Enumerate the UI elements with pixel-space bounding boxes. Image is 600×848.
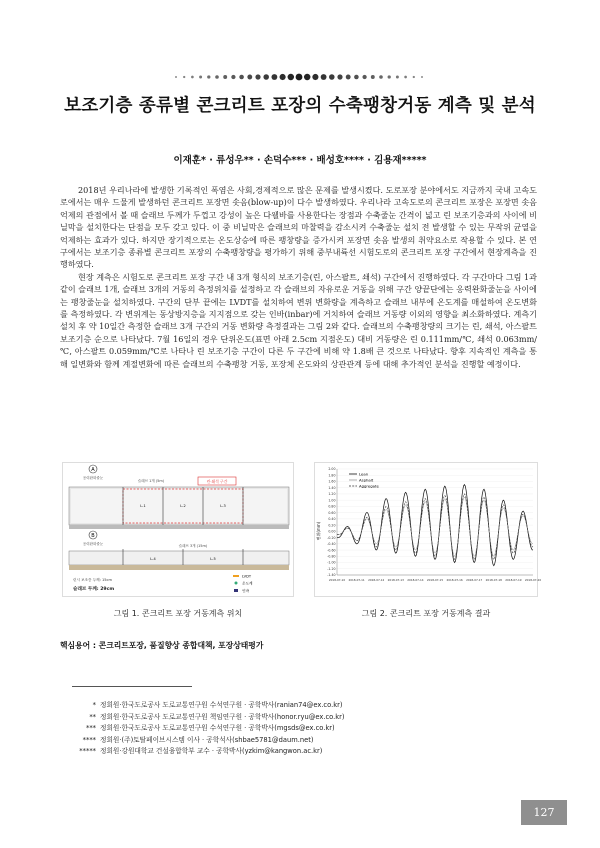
legend-lean: Lean [359, 471, 369, 477]
footnote-text: 정회원·한국도로공사 도로교통연구원 책임연구원 · 공학박사(honor.ryu@ex.co.kr) [100, 712, 345, 721]
x-tick-label: 2018-07-12 [368, 578, 385, 582]
x-tick-label: 2018-07-11 [348, 578, 365, 582]
figure-1-schematic [62, 462, 294, 597]
thickness-a-label: 슬래브 두께: 29cm [73, 587, 115, 592]
y-tick-label: 2.00 [328, 467, 336, 472]
decorative-dot [223, 75, 227, 79]
decorative-dot [247, 75, 252, 80]
legend-thermo: 온도계 [242, 581, 253, 586]
chart-legend [349, 472, 379, 489]
figure-2-svg [315, 463, 542, 598]
footnote-1 [60, 700, 540, 712]
figure-2-caption: 그림 2. 콘크리트 포장 거동계측 결과 [361, 609, 491, 618]
sensor-a-label: 응력완화줄눈 [82, 476, 104, 480]
legend-thermo-swatch [235, 582, 238, 585]
decorative-dot-row [0, 72, 600, 82]
y-tick-label: -0.40 [327, 542, 336, 547]
decorative-dot [199, 76, 202, 79]
decorative-dot [362, 75, 366, 79]
figure-1-caption: 그림 1. 콘크리트 포장 거동계측 위치 [113, 609, 243, 618]
y-tick-label: -0.60 [327, 548, 336, 553]
marker-b: B [91, 533, 95, 539]
decorative-dot [255, 74, 260, 79]
y-tick-label: -0.20 [327, 535, 336, 540]
legend-lvdt-swatch [233, 575, 239, 577]
footnote-text: 정회원·한국도로공사 도로교통연구원 수석연구원 · 공학박사(ranian74@ex.co.kr) [100, 701, 343, 709]
sub-a-label: 슬래브 1개 (5m) [137, 479, 165, 483]
footnote-2 [60, 712, 540, 724]
decorative-dot [371, 75, 375, 79]
decorative-dot [354, 75, 359, 80]
x-tick-label: 2018-07-13 [387, 578, 404, 582]
x-tick-label: 2018-07-16 [446, 578, 463, 582]
y-tick-label: 0.40 [328, 517, 336, 522]
footnote-4 [60, 735, 540, 747]
x-tick-label: 2018-07-19 [505, 578, 522, 582]
decorative-dot [329, 74, 335, 80]
body-paragraph-1: 2018년 우리나라에 발생한 기록적인 폭염은 사회,경제적으로 많은 문제를 발생시켰다. 도로포장 분야에서도 지금까지 국내 고속도로에서는 매우 드물게 발생하던 콘크리트 포장면 솟음(blow-up)이 다수 발생하였다. 우리나라 고속도로의 콘크리트 포장은 포장면 솟음 억제의 관점에서 볼 때 슬래브 두께가 두껍고 강성이 높은 다웰바를 사용한다는 장점과 수축줄눈 간격이 넓고 린 보조기층과의 사이에 비닐막을 설치한다는 단점을 모두 갖고 있다. 이 중 비닐막은 슬래브의 마찰력을 감소시켜 수축줄눈 설치 전 발생할 수 있는 무작위 균열을 억제하는 효과가 있다. 하지만 장기적으로는 온도상승에 따른 팽창량을 증가시켜 포장면 솟음 발생의 취약요소로 작용할 수 있다. 본 연구에서는 보조기층 종류별 콘크리트 포장의 수축팽창량을 평가하기 위해 중부내륙선 시험도로의 콘크리트 포장 구간에서 현장계측을 진행하였다. [60, 185, 537, 270]
x-tick-label: 2018-07-18 [485, 578, 502, 582]
y-tick-label: 1.00 [328, 498, 336, 503]
y-tick-label: -1.20 [327, 566, 336, 571]
page-number: 127 [521, 800, 567, 825]
keywords-line: 핵심용어 : 콘크리트포장, 품질향상 종합대책, 포장상태평가 [60, 641, 264, 650]
series-line-asphalt [337, 497, 533, 556]
footnote-text: 정회원·(주)토탈페이브시스템 이사 · 공학석사(shbae5781@daum.net) [100, 735, 314, 744]
decorative-dot [312, 74, 318, 80]
paper-title: 보조기층 종류별 콘크리트 포장의 수축팽창거동 계측 및 분석 [64, 96, 536, 116]
legend-asphalt: Asphalt [359, 477, 374, 483]
footnote-rule [72, 686, 192, 687]
slab-label-2: L-2 [180, 504, 186, 508]
subbase-strip-b [69, 565, 289, 570]
decorative-dot [379, 75, 383, 79]
decorative-dot [346, 75, 351, 80]
legend-inbar-swatch [234, 589, 238, 592]
subbase-strip-a [69, 525, 289, 529]
decorative-dot [239, 75, 244, 80]
footnote-mark: ***** [79, 747, 96, 756]
x-tick-labels [329, 578, 541, 582]
y-tick-label: 1.20 [328, 492, 336, 497]
slab-label-5: L-5 [210, 557, 216, 561]
x-tick-label: 2018-07-17 [466, 578, 483, 582]
y-tick-label: 0.00 [328, 529, 336, 534]
footnote-text: 정회원·한국도로공사 도로교통연구원 수석연구원 · 공학박사(mgsds@ex.co.kr) [100, 724, 335, 733]
thickness-b-label: 린시 보조층 두께: 15cm [73, 578, 112, 582]
decorative-dot [271, 74, 277, 80]
legend-inbar: 인바 [242, 589, 249, 593]
footnote-mark: * [92, 701, 96, 709]
decorative-dot [175, 76, 177, 78]
slab-label-3: L-3 [220, 504, 226, 508]
footnote-mark: ** [89, 712, 96, 721]
decorative-dot [231, 75, 235, 79]
footnote-text: 정회원·강원대학교 건설융합학부 교수 · 공학박사(yzkim@kangwon.ac.kr) [100, 747, 323, 756]
decorative-dot [304, 74, 310, 80]
slab-plan-a-inner [71, 489, 287, 523]
x-tick-label: 2018-07-15 [426, 578, 444, 582]
footnote-5 [60, 746, 540, 758]
decorative-dot [421, 76, 423, 78]
red-box-label: 린·쇄석 구간 [206, 479, 228, 484]
y-tick-label: 0.60 [328, 510, 336, 515]
footnote-3 [60, 723, 540, 735]
body-paragraph-2: 현장 계측은 시험도로 콘크리트 포장 구간 내 3개 형식의 보조기층(린, 아스팔트, 쇄석) 구간에서 진행하였다. 각 구간마다 그림 1과 같이 슬래브 1개, 슬래브 3개의 거동의 측정위치를 설정하고 각 슬래브의 자유로운 거동을 위해 구간 양끝단에는 응력완화줄눈을 사이에는 팽창줄눈을 설치하였다. 구간의 단부 끝에는 LVDT를 설치하여 변위 변화량을 계측하고 슬래브 내부에 온도계를 매설하여 온도변화를 측정하였다. 각 변위계는 동상방지층을 지지점으로 갖는 인바(inbar)에 거치하여 슬래브 거동량 이외의 영향을 최소화하였다. 계측기 설치 후 약 10일간 측정한 슬래브 3개 구간의 거동 변화량 측정결과는 그림 2와 같다. 슬래브의 수축팽창량의 크기는 린, 쇄석, 아스팔트 보조기층 순으로 나타났다. 7월 16일의 경우 단위온도(표면 아래 2.5cm 지점온도) 대비 거동량은 린 0.111mm/℃, 쇄석 0.063mm/℃, 아스팔트 0.059mm/℃로 나타나 린 보조기층 구간이 다른 두 구간에 비해 약 1.8배 큰 것으로 나타났다. 향후 지속적인 계측을 통해 일변화와 함께 계절변화에 따른 슬래브의 수축팽창 거동, 포장체 온도와의 상관관계 등에 대해 추가적인 분석을 진행할 예정이다. [60, 271, 538, 369]
y-tick-labels [327, 467, 335, 577]
legend-aggregate: Aggregate [359, 483, 379, 489]
figure-2-chart [314, 462, 542, 597]
footnote-mark: **** [82, 735, 96, 744]
decorative-dot [337, 74, 342, 79]
decorative-dot [263, 74, 269, 80]
marker-a: A [91, 467, 95, 473]
decorative-dot [404, 76, 407, 79]
slab-label-1: L-1 [140, 504, 146, 508]
slab-label-4: L-4 [150, 557, 156, 561]
x-tick-label: 2018-07-20 [524, 578, 542, 582]
decorative-dot [396, 76, 399, 79]
sensor-b-label: 응력완화줄눈 [82, 542, 104, 546]
y-tick-label: 0.20 [328, 523, 336, 528]
footnote-mark: *** [85, 724, 96, 733]
series-line-aggregate [337, 494, 533, 559]
decorative-dot [321, 74, 327, 80]
y-tick-label: 1.80 [328, 473, 336, 478]
decorative-dot [388, 75, 391, 78]
y-tick-label: -1.00 [327, 560, 336, 565]
abstract-body [60, 184, 537, 370]
slab-section-b [69, 551, 289, 565]
y-tick-label: 1.40 [328, 485, 336, 490]
decorative-dot [183, 76, 185, 78]
author-list: 이재훈* · 류성우** · 손덕수*** · 배성호**** · 김용재***** [173, 155, 427, 166]
sub-b-label: 슬래브 3개 (15m) [178, 544, 208, 548]
decorative-dot [191, 76, 194, 79]
x-tick-label: 2018-07-10 [328, 578, 346, 582]
y-tick-label: 0.80 [328, 504, 336, 509]
footnotes [60, 700, 540, 758]
x-tick-label: 2018-07-14 [407, 578, 424, 582]
y-axis-label: 변위(mm) [316, 521, 321, 541]
decorative-dot [280, 74, 286, 80]
decorative-dot [413, 76, 415, 78]
y-tick-label: -1.40 [327, 573, 336, 578]
legend-lvdt: LVDT [242, 574, 252, 579]
decorative-dot [215, 75, 219, 79]
decorative-dot [296, 74, 303, 81]
y-tick-label: -0.80 [327, 554, 336, 559]
figure-1-svg [63, 463, 295, 598]
decorative-dot [207, 75, 210, 78]
decorative-dot [288, 74, 294, 80]
y-tick-label: 1.60 [328, 479, 336, 484]
